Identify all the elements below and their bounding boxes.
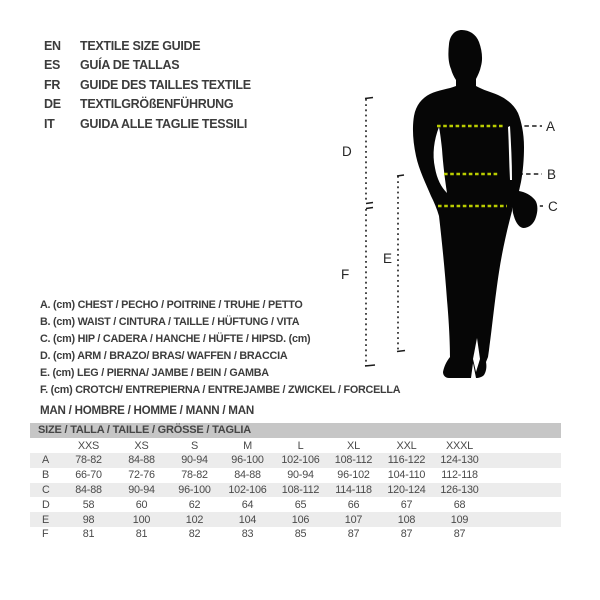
cell-value: 108-112 — [334, 454, 373, 467]
size-col-l: L — [297, 439, 304, 452]
marker-hip: C — [548, 199, 558, 214]
cell-value: 126-130 — [440, 483, 479, 496]
size-col-xl: XL — [347, 439, 360, 452]
cell-value: 85 — [294, 528, 307, 541]
marker-leg: E — [383, 251, 393, 266]
marker-arm: D — [342, 144, 352, 159]
language-code: EN — [44, 38, 61, 53]
cell-value: 90-94 — [128, 483, 155, 496]
cell-value: 81 — [82, 528, 95, 541]
cell-value: 83 — [241, 528, 254, 541]
legend-waist: B. (cm) WAIST / CINTURA / TAILLE / HÜFTUNG / VITA — [40, 316, 300, 328]
legend-chest: A. (cm) CHEST / PECHO / POITRINE / TRUHE / PETTO — [40, 299, 303, 311]
cell-value: 114-118 — [335, 483, 372, 496]
cell-value: 84-88 — [75, 483, 102, 496]
cell-value: 108 — [397, 513, 416, 526]
man-silhouette — [413, 30, 537, 378]
cell-value: 102 — [185, 513, 204, 526]
measurement-legend — [40, 297, 400, 399]
size-col-xxs: XXS — [77, 439, 100, 452]
size-col-xxl: XXL — [396, 439, 417, 452]
guide-title: GUIDE DES TAILLES TEXTILE — [80, 77, 251, 92]
cell-value: 60 — [135, 498, 148, 511]
legend-leg: E. (cm) LEG / PIERNA/ JAMBE / BEIN / GAMBA — [40, 367, 269, 379]
cell-value: 102-106 — [228, 483, 267, 496]
language-code: FR — [44, 77, 61, 92]
cell-value: 87 — [347, 528, 360, 541]
row-label: C — [42, 483, 50, 496]
size-col-xxxl: XXXL — [445, 439, 474, 452]
row-label: B — [42, 469, 50, 482]
language-code: ES — [44, 58, 61, 73]
cell-value: 87 — [400, 528, 413, 541]
cell-value: 96-100 — [231, 454, 264, 467]
cell-value: 84-88 — [234, 469, 261, 482]
cell-value: 98 — [82, 513, 95, 526]
cell-value: 112-118 — [441, 469, 478, 482]
cell-value: 116-122 — [387, 454, 426, 467]
cell-value: 72-76 — [128, 469, 155, 482]
cell-value: 66-70 — [75, 469, 102, 482]
cell-value: 104 — [238, 513, 257, 526]
cell-value: 82 — [188, 528, 201, 541]
cell-value: 124-130 — [440, 454, 479, 467]
size-header-row — [30, 438, 561, 453]
guide-title: GUIDA ALLE TAGLIE TESSILI — [80, 116, 248, 131]
row-label: F — [42, 528, 49, 541]
guide-title: TEXTILE SIZE GUIDE — [80, 38, 201, 53]
cell-value: 62 — [188, 498, 201, 511]
cell-value: 64 — [241, 498, 254, 511]
table-row-chest — [30, 453, 561, 468]
cell-value: 81 — [135, 528, 148, 541]
cell-value: 106 — [291, 513, 310, 526]
cell-value: 65 — [294, 498, 307, 511]
cell-value: 100 — [132, 513, 151, 526]
table-row-waist — [30, 468, 561, 483]
cell-value: 66 — [347, 498, 360, 511]
category-line: MAN / HOMBRE / HOMME / MANN / MAN — [40, 404, 254, 417]
size-col-xs: XS — [134, 439, 149, 452]
cell-value: 90-94 — [287, 469, 314, 482]
cell-value: 102-106 — [281, 454, 320, 467]
cell-value: 108-112 — [281, 483, 320, 496]
cell-value: 109 — [450, 513, 469, 526]
cell-value: 68 — [453, 498, 466, 511]
legend-hip: C. (cm) HIP / CADERA / HANCHE / HÜFTE / HIPSD. (cm) — [40, 333, 311, 345]
table-row-arm — [30, 497, 561, 512]
legend-crotch: F. (cm) CROTCH/ ENTREPIERNA / ENTREJAMBE / ZWICKEL / FORCELLA — [40, 384, 401, 396]
size-table-header: SIZE / TALLA / TAILLE / GRÖSSE / TAGLIA — [30, 423, 561, 438]
language-code: DE — [44, 97, 61, 112]
cell-value: 104-110 — [387, 469, 426, 482]
table-row-hip — [30, 483, 561, 498]
cell-value: 78-82 — [75, 454, 102, 467]
cell-value: 67 — [400, 498, 413, 511]
cell-value: 84-88 — [128, 454, 155, 467]
guide-title: TEXTILGRÖßENFÜHRUNG — [80, 97, 234, 112]
cell-value: 90-94 — [181, 454, 208, 467]
table-row-crotch — [30, 527, 561, 542]
cell-value: 58 — [82, 498, 95, 511]
size-table — [30, 423, 561, 542]
marker-waist: B — [547, 167, 557, 182]
cell-value: 78-82 — [181, 469, 208, 482]
marker-chest: A — [546, 119, 556, 134]
table-row-leg — [30, 512, 561, 527]
size-col-m: M — [243, 439, 252, 452]
row-label: E — [42, 513, 50, 526]
row-label: D — [42, 498, 50, 511]
cell-value: 120-124 — [387, 483, 426, 496]
legend-arm: D. (cm) ARM / BRAZO/ BRAS/ WAFFEN / BRACCIA — [40, 350, 288, 362]
marker-crotch: F — [341, 267, 350, 282]
cell-value: 107 — [344, 513, 363, 526]
size-col-s: S — [190, 439, 199, 452]
language-code: IT — [44, 116, 55, 131]
cell-value: 96-102 — [337, 469, 370, 482]
cell-value: 87 — [453, 528, 466, 541]
cell-value: 96-100 — [178, 483, 211, 496]
row-label: A — [42, 454, 50, 467]
guide-title: GUÍA DE TALLAS — [80, 58, 180, 73]
